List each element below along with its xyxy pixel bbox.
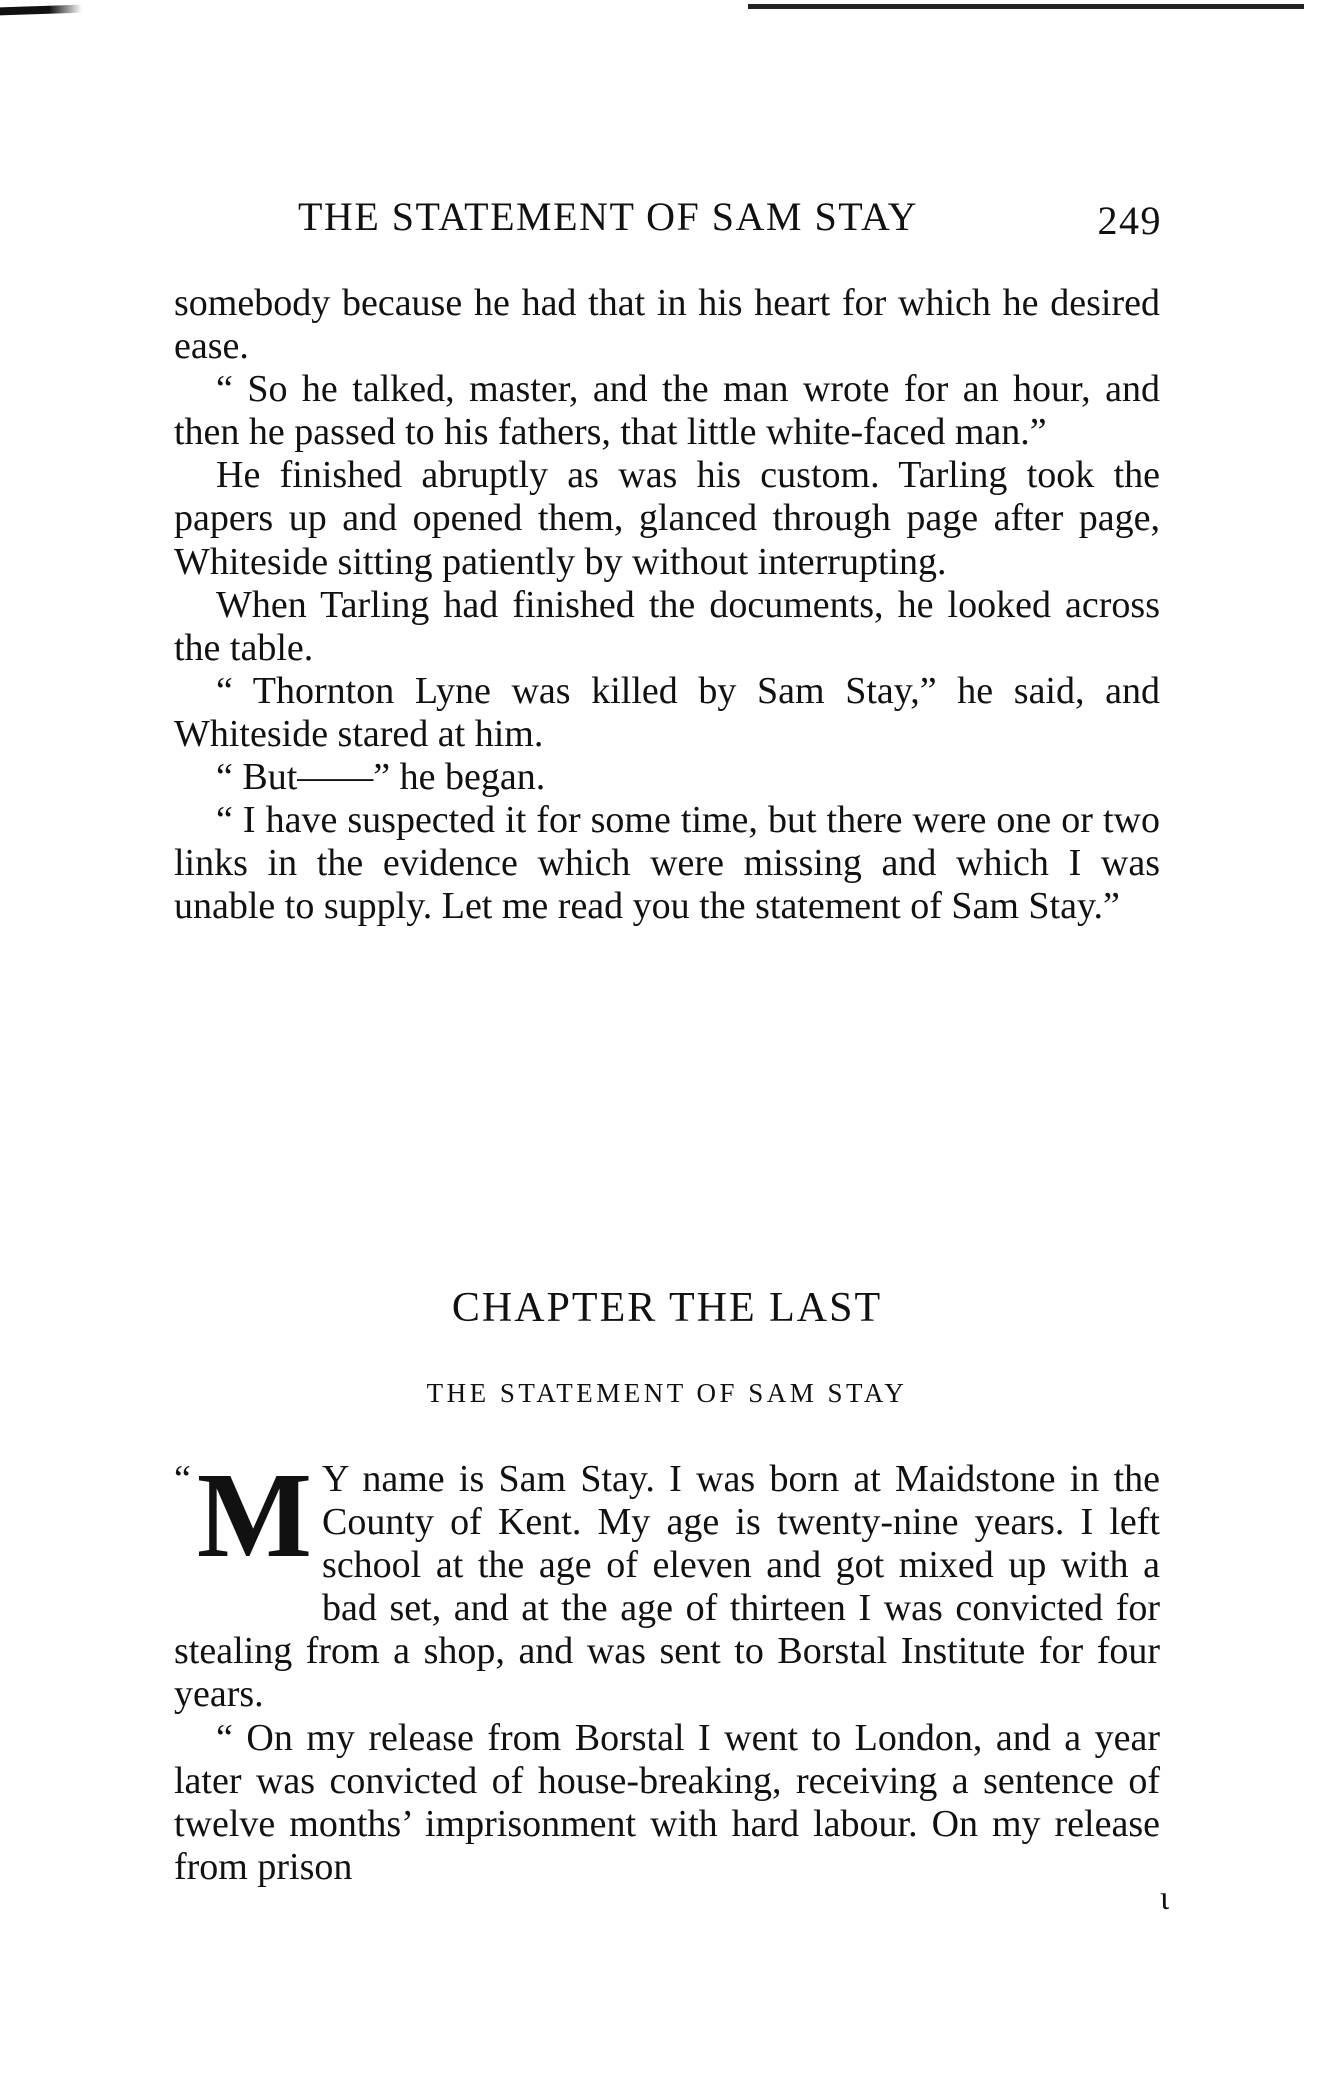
- paragraph: When Tarling had finished the documents, he looked across the table.: [174, 583, 1160, 669]
- drop-cap-quote: “: [174, 1458, 191, 1500]
- drop-cap: [174, 1448, 311, 1588]
- scan-edge-rule: [748, 4, 1304, 9]
- opening-paragraph-text: Y name is Sam Stay. I was born at Maidstone in the County of Kent. My age is twenty-nine years. I left school at the age of eleven and got mixed up with a bad set, and at the age of thirteen I was convicted for stealing from a shop, and was sent to Borstal Institute for four years.: [174, 1458, 1160, 1716]
- running-head: [298, 194, 1162, 243]
- paragraph: “ But——” he began.: [216, 756, 546, 799]
- printer-mark: ɩ: [1160, 1880, 1170, 1917]
- paragraph: “ On my release from Borstal I went to London, and a year later was convicted of house-breaking, receiving a sentence of twelve months’ imprisonment with hard labour. On my release from prison: [174, 1716, 1160, 1888]
- page-number: 249: [1097, 198, 1162, 243]
- drop-cap-letter: M: [196, 1448, 311, 1583]
- body-text-top: [174, 282, 1160, 928]
- chapter-subtitle: THE STATEMENT OF SAM STAY: [426, 1378, 908, 1408]
- body-text-chapter: [174, 1448, 1160, 1889]
- paragraph: “ Thornton Lyne was killed by Sam Stay,” he said, and Whiteside stared at him.: [174, 669, 1160, 755]
- paragraph: He finished abruptly as was his custom. Tarling took the papers up and opened them, glanced through page after page, Whiteside sitting patiently by without interrupting.: [174, 454, 1160, 583]
- paragraph: “ So he talked, master, and the man wrote for an hour, and then he passed to his fathers, that little white-faced man.”: [174, 368, 1160, 454]
- scan-edge-mark: [0, 5, 82, 16]
- chapter-title: CHAPTER THE LAST: [451, 1285, 883, 1331]
- paragraph-continued: somebody because he had that in his heart for which he desired ease.: [174, 282, 1160, 368]
- opening-paragraph: [174, 1448, 1160, 1717]
- running-head-title: THE STATEMENT OF SAM STAY: [298, 194, 919, 239]
- paragraph: “ I have suspected it for some time, but there were one or two links in the evidence which were missing and which I was unable to supply. Let me read you the statement of Sam Stay.”: [174, 799, 1160, 928]
